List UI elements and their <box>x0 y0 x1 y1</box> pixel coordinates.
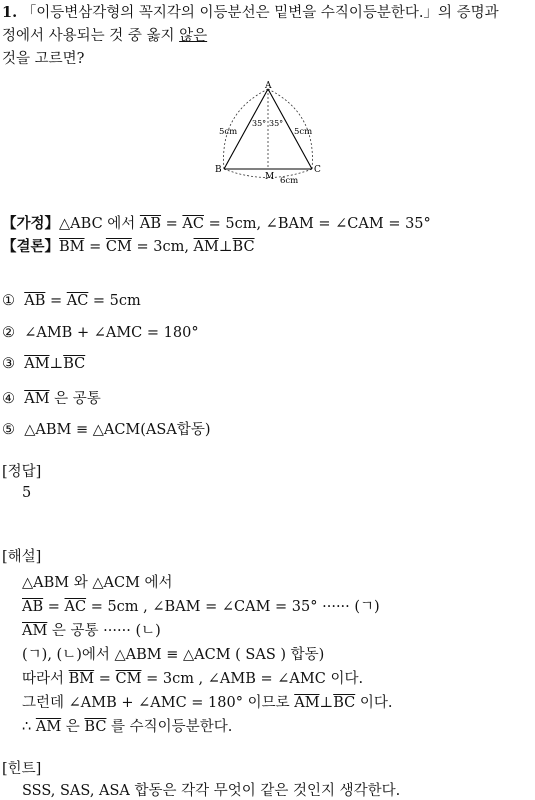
explanation-text: 은 공통 ······ (ㄴ) <box>47 623 161 639</box>
explanation-line-5 <box>22 667 363 688</box>
question-number: 1. <box>2 4 18 21</box>
explanation-line-1: △ABM 와 △ACM 에서 <box>22 575 173 591</box>
question-line-3 <box>2 48 84 70</box>
triangle-figure <box>205 78 330 193</box>
segment-bm: $\overline{BM}$ <box>59 239 85 255</box>
segment-ac: $\overline{AC}$ <box>66 293 89 309</box>
explanation-text: = 5cm , ∠BAM = ∠CAM = 35° ······ (ㄱ) <box>86 599 380 615</box>
label-b: B <box>215 165 222 175</box>
option-number: ③ <box>2 356 15 372</box>
explanation-text: 은 <box>61 719 85 735</box>
emphasis-not: 않은 <box>179 28 208 44</box>
question-line-2 <box>2 25 207 47</box>
explanation-line-6 <box>22 691 392 712</box>
option-tail: = 5cm <box>88 293 141 309</box>
hint-text: SSS, SAS, ASA 합동은 각각 무엇이 같은 것인지 생각한다. <box>22 783 401 799</box>
hint-label: [힌트] <box>2 761 42 777</box>
option-3[interactable] <box>2 356 85 372</box>
segment-cm: $\overline{CM}$ <box>105 239 132 255</box>
option-number: ② <box>2 325 15 341</box>
option-tail: 은 공통 <box>49 391 101 407</box>
premise-tag: 【가정】 <box>2 215 60 232</box>
option-5[interactable] <box>2 418 210 439</box>
premise-text-1: △ABC 에서 <box>59 216 140 232</box>
segment-am: $\overline{AM}$ <box>24 356 50 372</box>
perp-sign: ⊥ <box>319 695 334 711</box>
segment-am: $\overline{AM}$ <box>22 623 48 639</box>
segment-ac: $\overline{AC}$ <box>182 216 204 232</box>
label-angle-right: 35° <box>269 119 284 128</box>
option-4[interactable] <box>2 387 101 408</box>
label-angle-left: 35° <box>252 119 267 128</box>
therefore-sign: ∴ <box>22 719 36 735</box>
explanation-label: [해설] <box>2 549 42 565</box>
segment-bm: $\overline{BM}$ <box>68 671 95 687</box>
question-text-1: 「이등변삼각형의 꼭지각의 이등분선은 밑변을 수직이등분한다.」의 증명과 <box>21 5 499 21</box>
segment-ac: $\overline{AC}$ <box>64 599 87 615</box>
label-right-side: 5cm <box>294 127 313 137</box>
equals-sign: = <box>84 239 106 255</box>
option-2[interactable] <box>2 325 199 341</box>
option-1[interactable] <box>2 293 141 309</box>
question-text-2: 정에서 사용되는 것 중 옳지 <box>2 28 180 44</box>
option-text: △ABM ≡ △ACM(ASA합동) <box>24 422 211 438</box>
question-text-3: 것을 고르면? <box>2 51 85 67</box>
explanation-text: 그런데 ∠AMB + ∠AMC = 180° 이므로 <box>22 695 295 711</box>
segment-bc: $\overline{BC}$ <box>84 719 107 735</box>
equals-sign: = <box>45 293 67 309</box>
explanation-text: 따라서 <box>22 671 69 687</box>
segment-ab: $\overline{AB}$ <box>139 216 162 232</box>
answer-value: 5 <box>22 485 32 501</box>
label-a: A <box>265 81 272 91</box>
segment-am: $\overline{AM}$ <box>193 239 219 255</box>
segment-cm: $\overline{CM}$ <box>115 671 142 687</box>
segment-ab: $\overline{AB}$ <box>24 293 46 309</box>
explanation-line-4: (ㄱ), (ㄴ)에서 △ABM ≡ △ACM ( SAS ) 합동) <box>22 647 325 663</box>
explanation-line-3 <box>22 619 161 640</box>
option-number: ④ <box>2 391 15 407</box>
segment-bc: $\overline{BC}$ <box>232 239 255 255</box>
equals-sign: = <box>94 671 116 687</box>
segment-am: $\overline{AM}$ <box>294 695 320 711</box>
premise-line <box>2 212 431 233</box>
equals-sign: = <box>161 216 183 232</box>
conclusion-text-1: = 3cm, <box>131 239 194 255</box>
answer-label: [정답] <box>2 464 42 480</box>
question-line-1 <box>2 2 499 24</box>
segment-bc: $\overline{BC}$ <box>63 356 86 372</box>
option-text: ∠AMB + ∠AMC = 180° <box>24 325 199 341</box>
explanation-text: = 3cm , ∠AMB = ∠AMC 이다. <box>141 671 364 687</box>
label-base: 6cm <box>280 176 299 186</box>
label-m: M <box>265 172 275 182</box>
segment-am: $\overline{AM}$ <box>24 391 50 407</box>
conclusion-line <box>2 235 255 256</box>
segment-ab: $\overline{AB}$ <box>22 599 44 615</box>
segment-am: $\overline{AM}$ <box>35 719 62 735</box>
perp-sign: ⊥ <box>49 356 64 372</box>
option-number: ⑤ <box>2 422 15 438</box>
option-number: ① <box>2 293 15 309</box>
explanation-text: 를 수직이등분한다. <box>106 719 233 735</box>
equals-sign: = <box>43 599 65 615</box>
explanation-text: 이다. <box>355 695 393 711</box>
label-c: C <box>314 165 321 175</box>
label-left-side: 5cm <box>219 127 238 137</box>
conclusion-tag: 【결론】 <box>2 238 60 255</box>
explanation-line-2 <box>22 595 380 616</box>
segment-bc: $\overline{BC}$ <box>333 695 356 711</box>
premise-text-2: = 5cm, ∠BAM = ∠CAM = 35° <box>203 216 431 232</box>
explanation-line-7 <box>22 715 232 736</box>
perp-sign: ⊥ <box>218 239 233 255</box>
